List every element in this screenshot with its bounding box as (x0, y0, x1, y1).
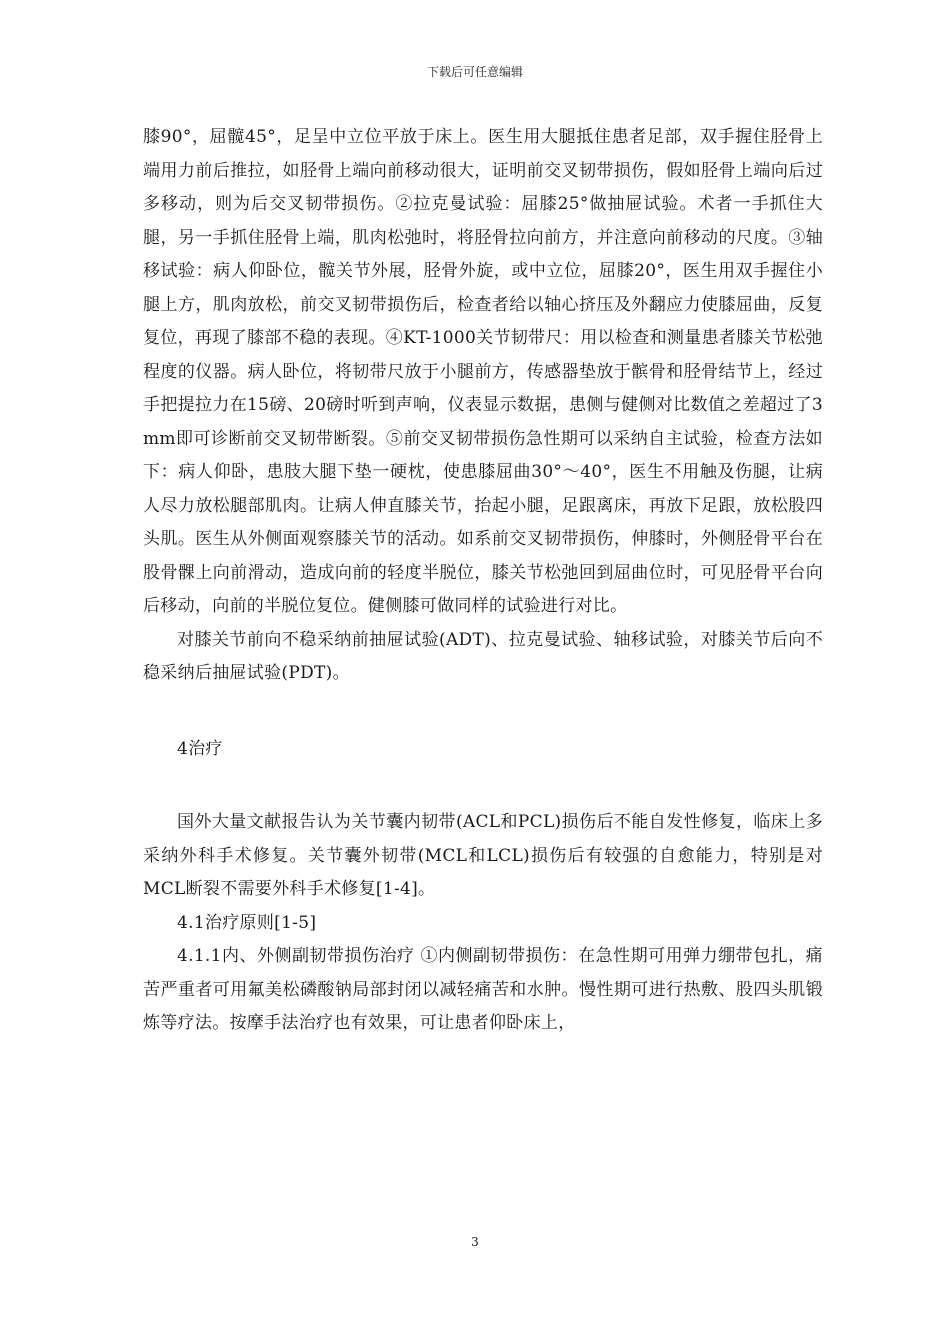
spacer (143, 691, 823, 733)
paragraph-literature: 国外大量文献报告认为关节囊内韧带(ACL和PCL)损伤后不能自发性修复，临床上多采纳外科手术修复。关节囊外韧带(MCL和LCL)损伤后有较强的自愈能力，特别是对MCL断裂不需要外科手术修复[1-4]。 (143, 812, 823, 899)
paragraph-instability-tests: 对膝关节前向不稳采纳前抽屉试验(ADT)、拉克曼试验、轴移试验，对膝关节后向不稳采纳后抽屉试验(PDT)。 (143, 629, 823, 683)
subsection-heading-principle: 4.1治疗原则[1-5] (177, 912, 317, 933)
section-heading-treatment: 4治疗 (177, 738, 223, 759)
page-header: 下载后可任意编辑 (426, 65, 523, 79)
page-number: 3 (471, 1235, 479, 1249)
spacer (143, 766, 823, 806)
paragraph-collateral-ligament: 4.1.1内、外侧副韧带损伤治疗 ①内侧副韧带损伤：在急性期可用弹力绷带包扎，痛苦严重者可用氟美松磷酸钠局部封闭以减轻痛苦和水肿。慢性期可进行热敷、股四头肌锻炼等疗法。按摩手法治疗也有效果，可让患者仰卧床上， (143, 946, 823, 1033)
document-body (143, 121, 823, 1041)
paragraph-knee-tests: 膝90°，屈髋45°，足呈中立位平放于床上。医生用大腿抵住患者足部，双手握住胫骨上端用力前后推拉，如胫骨上端向前移动很大，证明前交叉韧带损伤，假如胫骨上端向后过多移动，则为后交叉韧带损伤。②拉克曼试验：屈膝25°做抽屉试验。术者一手抓住大腿，另一手抓住胫骨上端，肌肉松弛时，将胫骨拉向前方，并注意向前移动的尺度。③轴移试验：病人仰卧位，髋关节外展，胫骨外旋，或中立位，屈膝20°，医生用双手握住小腿上方，肌肉放松，前交叉韧带损伤后，检查者给以轴心挤压及外翻应力使膝屈曲，反复复位，再现了膝部不稳的表现。④KT-1000关节韧带尺：用以检查和测量患者膝关节松弛程度的仪器。病人卧位，将韧带尺放于小腿前方，传感器垫放于髌骨和胫骨结节上，经过手把提拉力在15磅、20磅时听到声响，仪表显示数据，患侧与健侧对比数值之差超过了3 mm即可诊断前交叉韧带断裂。⑤前交叉韧带损伤急性期可以采纳自主试验，检查方法如下：病人仰卧，患肢大腿下垫一硬枕，使患膝屈曲30°～40°，医生不用触及伤腿，让病人尽力放松腿部肌肉。让病人伸直膝关节，抬起小腿，足跟离床，再放下足跟，放松股四头肌。医生从外侧面观察膝关节的活动。如系前交叉韧带损伤，伸膝时，外侧胫骨平台在股骨髁上向前滑动，造成向前的轻度半脱位，膝关节松弛回到屈曲位时，可见胫骨平台向后移动，向前的半脱位复位。健侧膝可做同样的试验进行对比。 (143, 127, 823, 616)
